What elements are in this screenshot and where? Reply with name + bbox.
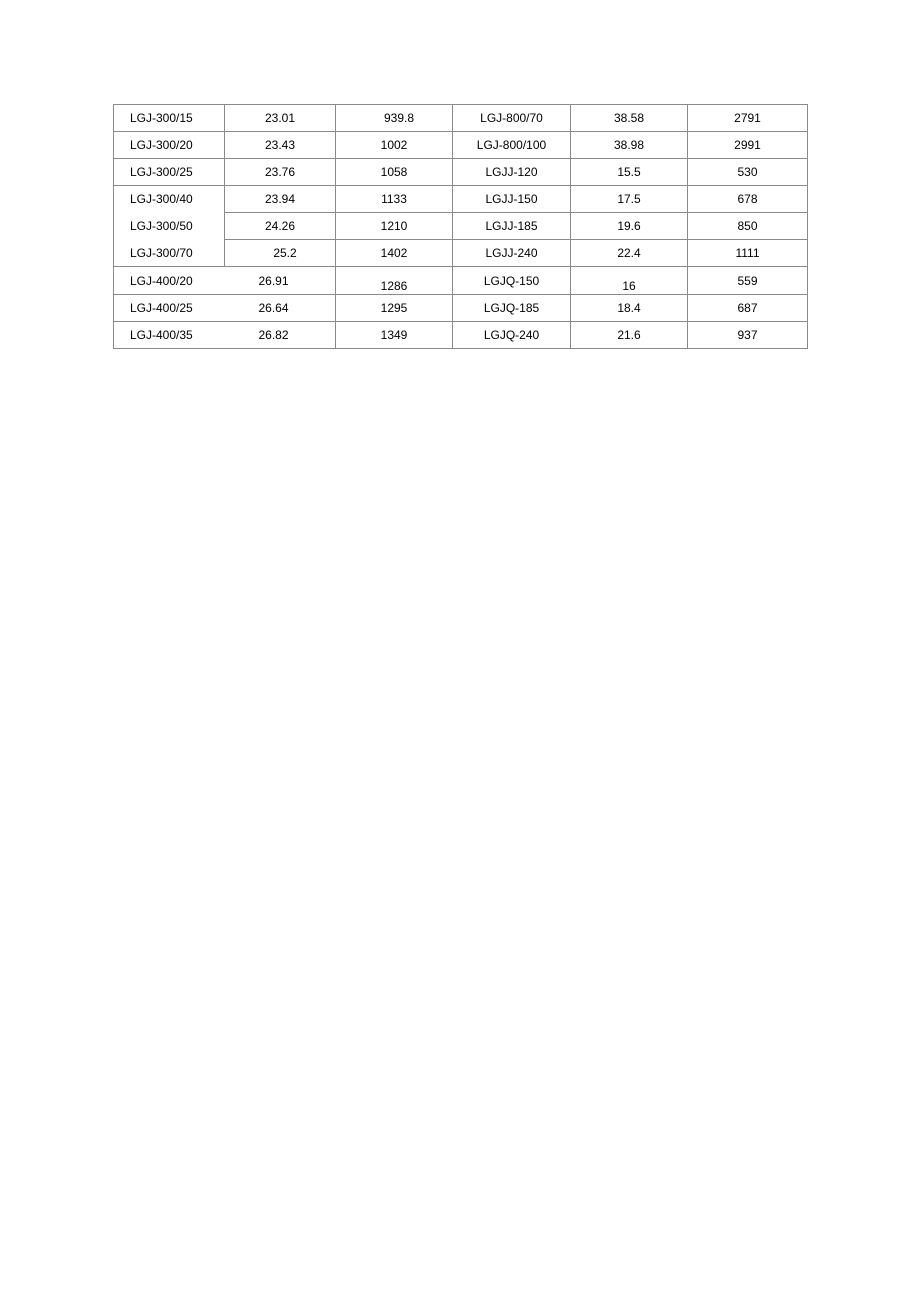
table-row (114, 105, 808, 132)
table-cell: LGJ-300/50 (114, 213, 225, 240)
table-cell: LGJQ-185 (453, 295, 571, 322)
table-cell: 38.98 (571, 132, 688, 159)
table-cell: LGJ-300/70 (114, 240, 225, 267)
table-cell: 1295 (336, 295, 453, 322)
table-cell: 2791 (688, 105, 808, 132)
table-cell: 1111 (688, 240, 808, 267)
table-row (114, 322, 808, 349)
table-cell: LGJ-800/70 (453, 105, 571, 132)
table-cell: 1286 (336, 267, 453, 295)
table-cell: 678 (688, 186, 808, 213)
table-cell: LGJ-300/20 (114, 132, 225, 159)
table-row (114, 186, 808, 213)
table-cell: LGJJ-240 (453, 240, 571, 267)
table-cell: 19.6 (571, 213, 688, 240)
table-cell: 850 (688, 213, 808, 240)
table-row (114, 132, 808, 159)
table-cell: 38.58 (571, 105, 688, 132)
table-cell: 23.94 (225, 186, 336, 213)
table-cell: LGJQ-150 (453, 267, 571, 295)
conductor-spec-table (113, 104, 808, 349)
table-cell: LGJ-400/25 (114, 295, 225, 322)
table-cell: LGJ-300/25 (114, 159, 225, 186)
table-cell: LGJ-400/20 (114, 267, 225, 295)
table-cell: 937 (688, 322, 808, 349)
table-cell: LGJQ-240 (453, 322, 571, 349)
table-cell: 26.64 (225, 295, 336, 322)
table-cell: 18.4 (571, 295, 688, 322)
table-cell: 1133 (336, 186, 453, 213)
table-cell: LGJ-300/15 (114, 105, 225, 132)
table-cell: LGJJ-185 (453, 213, 571, 240)
table-cell: 2991 (688, 132, 808, 159)
table-cell: 687 (688, 295, 808, 322)
table-cell: 1210 (336, 213, 453, 240)
table-row (114, 295, 808, 322)
table-cell: LGJJ-150 (453, 186, 571, 213)
table-cell: LGJ-800/100 (453, 132, 571, 159)
table-cell: 23.01 (225, 105, 336, 132)
table-row (114, 267, 808, 295)
table-cell: 25.2 (225, 240, 336, 267)
table-cell: 17.5 (571, 186, 688, 213)
table-cell: 559 (688, 267, 808, 295)
table-cell: 1058 (336, 159, 453, 186)
table-cell: 530 (688, 159, 808, 186)
table-cell: 1002 (336, 132, 453, 159)
table-cell: LGJJ-120 (453, 159, 571, 186)
table-cell: 21.6 (571, 322, 688, 349)
table-cell: 1402 (336, 240, 453, 267)
table-cell: LGJ-400/35 (114, 322, 225, 349)
table-cell: 24.26 (225, 213, 336, 240)
table-cell: 15.5 (571, 159, 688, 186)
table-cell: 23.43 (225, 132, 336, 159)
table-cell: 16 (571, 267, 688, 295)
table-cell: 26.91 (225, 267, 336, 295)
table-cell: 22.4 (571, 240, 688, 267)
table-row (114, 240, 808, 267)
table-cell: 1349 (336, 322, 453, 349)
table-cell: LGJ-300/40 (114, 186, 225, 213)
table-row (114, 159, 808, 186)
table-row (114, 213, 808, 240)
table-cell: 939.8 (336, 105, 453, 132)
table-cell: 23.76 (225, 159, 336, 186)
table-cell: 26.82 (225, 322, 336, 349)
